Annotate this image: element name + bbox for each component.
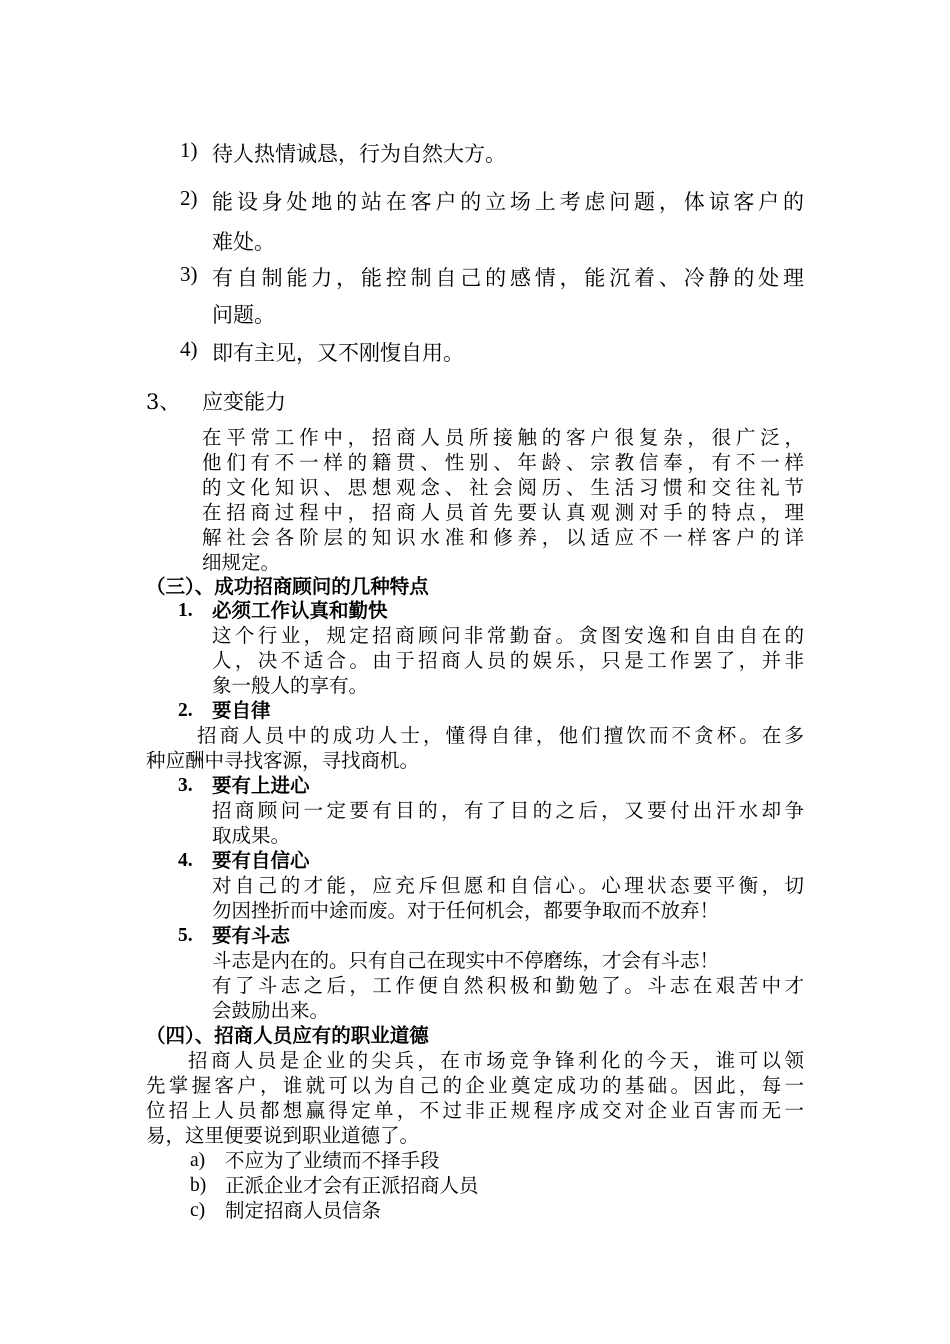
paragraph-line: 解社会各阶层的知识水准和修养，以适应不一样客户的详 [202, 526, 804, 549]
trait-number: 1. [178, 600, 193, 621]
trait-title: 必须工作认真和勤快 [212, 599, 388, 622]
paragraph-line: 他们有不一样的籍贯、性别、年龄、宗教信奉，有不一样 [202, 451, 804, 474]
list-number: 1) [180, 138, 198, 162]
paragraph-line: 在平常工作中，招商人员所接触的客户很复杂，很广泛， [202, 426, 804, 449]
paragraph-line: 招商顾问一定要有目的，有了目的之后，又要付出汗水却争 [212, 799, 804, 822]
trait-title: 要有上进心 [212, 774, 310, 797]
paragraph-line: 这个行业，规定招商顾问非常勤奋。贪图安逸和自由自在的 [212, 624, 804, 647]
paragraph-line: 对自己的才能，应充斥但愿和自信心。心理状态要平衡，切 [212, 874, 804, 897]
list-letter: a) [190, 1150, 206, 1171]
paragraph-line: 人，决不适合。由于招商人员的娱乐，只是工作罢了，并非 [212, 649, 804, 672]
list-item-text: 制定招商人员信条 [225, 1199, 382, 1222]
paragraph-line: 易，这里便要说到职业道德了。 [146, 1124, 420, 1147]
paragraph-line: 种应酬中寻找客源，寻找商机。 [146, 749, 420, 772]
paragraph-line: 勿因挫折而中途而废。对于任何机会，都要争取而不放弃！ [212, 899, 720, 922]
list-letter: c) [190, 1200, 206, 1221]
list-letter: b) [190, 1175, 207, 1196]
paragraph-line: 细规定。 [202, 551, 281, 574]
list-item-text: 有自制能力，能控制自己的感情，能沉着、冷静的处理 [212, 266, 804, 290]
ethics-paragraph [146, 1048, 804, 1148]
section-number: 3、 [146, 390, 181, 414]
paragraph-line: 招商人员是企业的尖兵，在市场竞争锋利化的今天，谁可以领 [188, 1049, 804, 1072]
section-heading: （三）、成功招商顾问的几种特点 [146, 575, 429, 598]
trait-title: 要有斗志 [212, 924, 291, 947]
trait-number: 3. [178, 775, 193, 796]
list-item-text: 难处。 [212, 230, 275, 254]
trait-title: 要有自信心 [212, 849, 310, 872]
paragraph-line: 先掌握客户，谁就可以为自己的企业奠定成功的基础。因此，每一 [146, 1074, 804, 1097]
section-title: 应变能力 [202, 390, 286, 414]
list-item-text: 问题。 [212, 303, 275, 327]
paragraph-line: 有了斗志之后，工作便自然积极和勤勉了。斗志在艰苦中才 [212, 974, 804, 997]
paragraph-line: 斗志是内在的。只有自己在现实中不停磨练，才会有斗志！ [212, 949, 720, 972]
list-item-text: 能设身处地的站在客户的立场上考虑问题，体谅客户的 [212, 190, 804, 214]
trait-number: 4. [178, 850, 193, 871]
trait-body [212, 948, 804, 1023]
trait-body [212, 798, 804, 848]
trait-title: 要自律 [212, 699, 271, 722]
list-item-text: 不应为了业绩而不择手段 [225, 1149, 440, 1172]
trait-body [212, 873, 804, 923]
trait-body [212, 623, 804, 698]
section-heading: （四）、招商人员应有的职业道德 [146, 1024, 429, 1047]
paragraph-line: 位招上人员都想赢得定单，不过非正规程序成交对企业百害而无一 [146, 1099, 804, 1122]
paragraph-line: 会鼓励出来。 [212, 999, 330, 1022]
trait-number: 5. [178, 925, 193, 946]
list-number: 3) [180, 262, 198, 286]
section3-paragraph [202, 425, 804, 575]
paragraph-line: 在招商过程中，招商人员首先要认真观测对手的特点，理 [202, 501, 804, 524]
list-item-text: 即有主见，又不刚愎自用。 [212, 341, 464, 365]
trait-body [146, 723, 804, 773]
list-number: 4) [180, 337, 198, 361]
paragraph-line: 象一般人的享有。 [212, 674, 369, 697]
list-item-text: 正派企业才会有正派招商人员 [225, 1174, 479, 1197]
paragraph-line: 取成果。 [212, 824, 291, 847]
paragraph-line: 的文化知识、思想观念、社会阅历、生活习惯和交往礼节 [202, 476, 804, 499]
trait-number: 2. [178, 700, 193, 721]
list-item-text: 待人热情诚恳，行为自然大方。 [212, 142, 506, 166]
list-number: 2) [180, 186, 198, 210]
paragraph-line: 招商人员中的成功人士，懂得自律，他们擅饮而不贪杯。在多 [197, 724, 804, 747]
